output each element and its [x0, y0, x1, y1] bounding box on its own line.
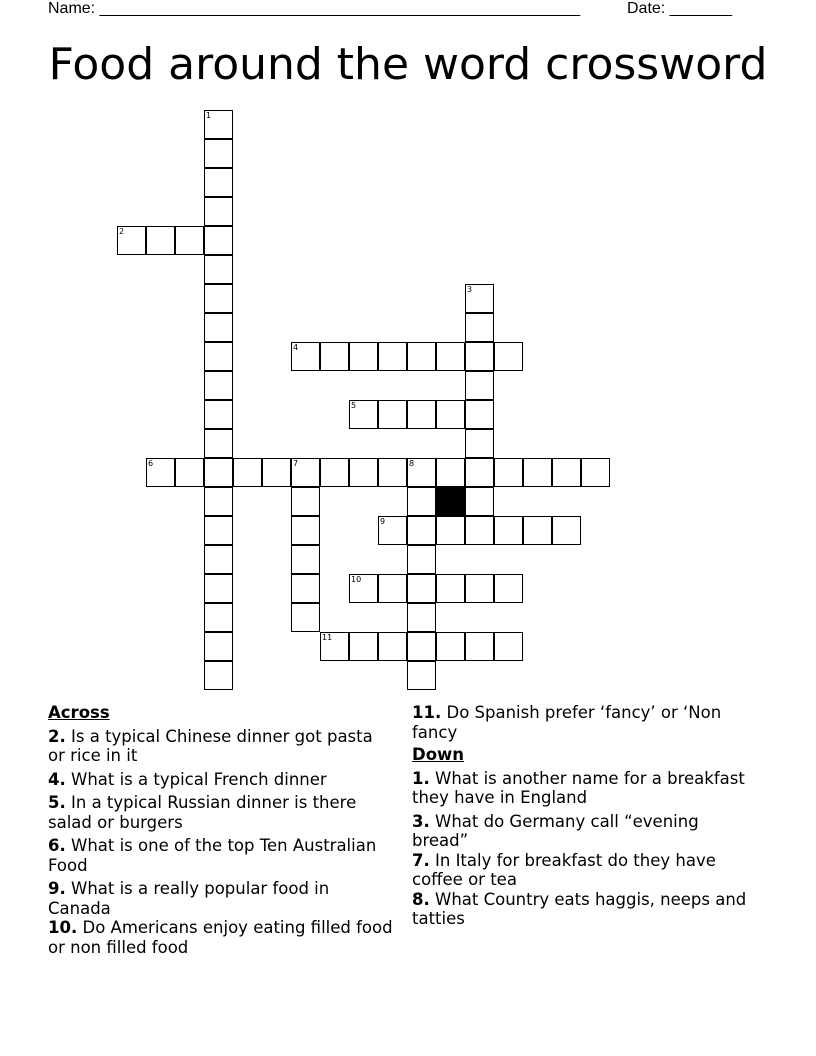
page-title: Food around the word crossword — [48, 39, 768, 90]
grid-cell[interactable] — [436, 516, 465, 545]
grid-cell[interactable] — [117, 226, 146, 255]
clue-across-5 — [48, 793, 393, 832]
grid-cell[interactable] — [146, 226, 175, 255]
clue-text: What Country eats haggis, neeps and tatties — [412, 889, 747, 928]
grid-cell[interactable] — [407, 632, 436, 661]
grid-cell[interactable] — [204, 110, 233, 139]
grid-cell[interactable] — [204, 284, 233, 313]
grid-cell[interactable] — [407, 516, 436, 545]
clue-number: 4. — [48, 769, 66, 789]
name-field-label: Name: ______________________________________________________ — [48, 0, 581, 17]
clue-number: 7. — [412, 850, 430, 870]
grid-cell[interactable] — [465, 342, 494, 371]
grid-cell[interactable] — [291, 574, 320, 603]
clue-number: 6. — [48, 836, 66, 855]
grid-cell[interactable] — [407, 661, 436, 690]
grid-cell[interactable] — [436, 400, 465, 429]
clue-across-11 — [412, 703, 757, 742]
clue-number: 10. — [48, 918, 78, 937]
grid-cell[interactable] — [204, 603, 233, 632]
grid-cell[interactable] — [320, 342, 349, 371]
grid-cell[interactable] — [465, 313, 494, 342]
grid-cell[interactable] — [291, 545, 320, 574]
grid-cell[interactable] — [407, 574, 436, 603]
clue-number: 3. — [412, 811, 430, 831]
grid-cell[interactable] — [465, 574, 494, 603]
grid-cell[interactable] — [378, 574, 407, 603]
across-heading: Across — [48, 703, 110, 722]
grid-cell[interactable] — [291, 487, 320, 516]
grid-cell[interactable] — [407, 342, 436, 371]
grid-cell[interactable] — [204, 487, 233, 516]
grid-cell[interactable] — [494, 516, 523, 545]
grid-cell[interactable] — [407, 400, 436, 429]
clue-number: 8. — [412, 889, 430, 909]
grid-cell[interactable] — [494, 458, 523, 487]
cell-number: 4 — [293, 343, 299, 352]
clue-down-1 — [412, 769, 757, 808]
cell-number: 7 — [293, 459, 299, 468]
clue-across-9 — [48, 879, 393, 918]
clue-across-4 — [48, 770, 393, 790]
clue-across-6 — [48, 836, 393, 875]
grid-cell[interactable] — [552, 516, 581, 545]
grid-cell[interactable] — [436, 458, 465, 487]
grid-cell[interactable] — [523, 458, 552, 487]
grid-cell[interactable] — [465, 429, 494, 458]
clues-right-column — [412, 703, 757, 933]
clue-text: What is another name for a breakfast they have in England — [412, 768, 745, 807]
grid-cell[interactable] — [204, 255, 233, 284]
grid-cell[interactable] — [349, 458, 378, 487]
grid-cell[interactable] — [204, 168, 233, 197]
grid-cell[interactable] — [204, 371, 233, 400]
clue-text: In a typical Russian dinner is there salad or burgers — [48, 793, 357, 832]
grid-block — [436, 487, 465, 516]
grid-cell[interactable] — [494, 632, 523, 661]
grid-cell[interactable] — [233, 458, 262, 487]
cell-number: 1 — [206, 111, 212, 120]
grid-cell[interactable] — [378, 516, 407, 545]
grid-cell[interactable] — [320, 632, 349, 661]
grid-cell[interactable] — [204, 197, 233, 226]
grid-cell[interactable] — [204, 139, 233, 168]
grid-cell[interactable] — [349, 632, 378, 661]
clue-across-10 — [48, 918, 393, 957]
cell-number: 8 — [409, 459, 415, 468]
grid-cell[interactable] — [349, 400, 378, 429]
grid-cell[interactable] — [291, 603, 320, 632]
cell-number: 10 — [351, 575, 362, 584]
grid-cell[interactable] — [407, 545, 436, 574]
grid-cell[interactable] — [204, 429, 233, 458]
grid-cell[interactable] — [262, 458, 291, 487]
grid-cell[interactable] — [436, 342, 465, 371]
grid-cell[interactable] — [204, 400, 233, 429]
grid-cell[interactable] — [204, 632, 233, 661]
grid-cell[interactable] — [349, 574, 378, 603]
clue-text: Do Americans enjoy eating filled food or non filled food — [48, 918, 393, 957]
cell-number: 5 — [351, 401, 357, 410]
clue-number: 9. — [48, 879, 66, 898]
grid-cell[interactable] — [204, 313, 233, 342]
grid-cell[interactable] — [204, 545, 233, 574]
cell-number: 11 — [322, 633, 333, 642]
grid-cell[interactable] — [204, 516, 233, 545]
clue-number: 5. — [48, 793, 66, 812]
grid-cell[interactable] — [175, 458, 204, 487]
clue-down-8 — [412, 890, 757, 929]
grid-cell[interactable] — [494, 574, 523, 603]
down-heading: Down — [412, 745, 465, 764]
grid-cell[interactable] — [407, 603, 436, 632]
grid-cell[interactable] — [291, 342, 320, 371]
grid-cell[interactable] — [291, 458, 320, 487]
grid-cell[interactable] — [465, 284, 494, 313]
clue-across-2 — [48, 727, 393, 766]
grid-cell[interactable] — [465, 632, 494, 661]
grid-cell[interactable] — [378, 458, 407, 487]
clue-text: Is a typical Chinese dinner got pasta or rice in it — [48, 726, 373, 765]
grid-cell[interactable] — [175, 226, 204, 255]
grid-cell[interactable] — [436, 632, 465, 661]
grid-cell[interactable] — [204, 458, 233, 487]
grid-cell[interactable] — [378, 632, 407, 661]
cell-number: 9 — [380, 517, 386, 526]
date-field-label: Date: _______ — [627, 0, 732, 17]
grid-cell[interactable] — [291, 516, 320, 545]
grid-cell[interactable] — [465, 400, 494, 429]
grid-cell[interactable] — [465, 458, 494, 487]
grid-cell[interactable] — [436, 574, 465, 603]
clue-number: 11. — [412, 703, 442, 722]
grid-cell[interactable] — [581, 458, 610, 487]
clue-text: What is a typical French dinner — [71, 769, 327, 789]
grid-cell[interactable] — [204, 226, 233, 255]
cell-number: 6 — [148, 459, 154, 468]
clue-down-3 — [412, 812, 757, 851]
clue-text: In Italy for breakfast do they have coffee or tea — [412, 850, 716, 889]
clues-left-column — [48, 703, 393, 961]
grid-cell[interactable] — [552, 458, 581, 487]
clue-text: What is a really popular food in Canada — [48, 879, 330, 918]
grid-cell[interactable] — [378, 342, 407, 371]
grid-cell[interactable] — [465, 371, 494, 400]
clue-number: 2. — [48, 726, 66, 746]
grid-cell[interactable] — [204, 342, 233, 371]
clue-down-7 — [412, 851, 757, 890]
grid-cell[interactable] — [407, 487, 436, 516]
grid-cell[interactable] — [465, 487, 494, 516]
clue-text: What do Germany call “evening bread” — [412, 811, 699, 850]
grid-cell[interactable] — [465, 516, 494, 545]
grid-cell[interactable] — [523, 516, 552, 545]
grid-cell[interactable] — [320, 458, 349, 487]
clue-number: 1. — [412, 768, 430, 788]
clue-text: What is one of the top Ten Australian Food — [48, 836, 377, 875]
grid-cell[interactable] — [146, 458, 175, 487]
grid-cell[interactable] — [204, 661, 233, 690]
grid-cell[interactable] — [204, 574, 233, 603]
cell-number: 3 — [467, 285, 473, 294]
cell-number: 2 — [119, 227, 125, 236]
grid-cell[interactable] — [378, 400, 407, 429]
clue-text: Do Spanish prefer ‘fancy’ or ‘Non fancy — [412, 703, 722, 742]
grid-cell[interactable] — [349, 342, 378, 371]
grid-cell[interactable] — [407, 458, 436, 487]
grid-cell[interactable] — [494, 342, 523, 371]
